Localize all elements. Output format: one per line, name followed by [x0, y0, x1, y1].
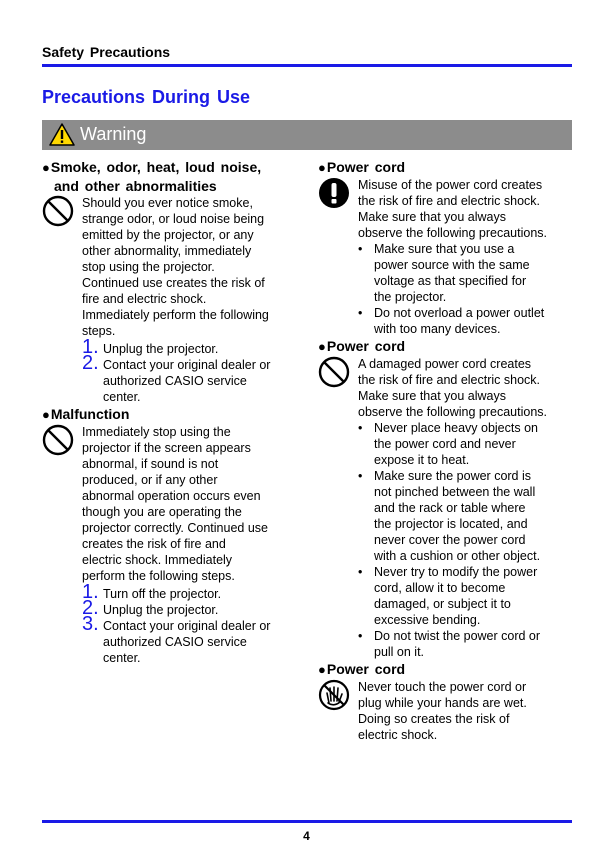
bullet-text: power source with the same [374, 258, 530, 272]
section-title-text: Malfunction [50, 406, 130, 422]
section-title [318, 158, 568, 177]
text-line: though you are operating the [82, 505, 242, 519]
section-title [318, 337, 568, 356]
bullet-dot-icon: ● [42, 407, 50, 422]
step-text: authorized CASIO service [103, 374, 247, 388]
section-title-text: and other abnormalities [54, 178, 217, 194]
text-line: fire and electric shock. [82, 292, 207, 306]
section-title-text: Power cord [326, 661, 406, 677]
text-line: A damaged power cord creates [358, 357, 532, 371]
text-line: electric shock. Immediately [82, 553, 233, 567]
bullet-icon: • [358, 242, 363, 256]
bullet-dot-icon: ● [318, 339, 326, 354]
section-title [42, 158, 292, 195]
bullet-icon: • [358, 306, 363, 320]
prohibited-icon [318, 356, 350, 392]
step-text: Turn off the projector. [103, 587, 222, 601]
step-text: Unplug the projector. [103, 603, 219, 617]
prohibited-icon [42, 424, 74, 460]
bullet-text: cord, allow it to become [374, 581, 506, 595]
section-title-text: Smoke, odor, heat, loud noise, [50, 159, 262, 175]
bullet-text: expose it to heat. [374, 453, 470, 467]
mandatory-exclamation-icon [318, 177, 350, 213]
text-line: the risk of fire and electric shock. [358, 194, 541, 208]
step-item [82, 352, 292, 405]
bullet-dot-icon: ● [318, 662, 326, 677]
text-line: perform the following steps. [82, 569, 235, 583]
text-line: electric shock. [358, 728, 438, 742]
bullet-item [358, 420, 568, 468]
precaution-section [318, 337, 568, 660]
text-line: abnormal, if sound is not [82, 457, 219, 471]
bullet-item [358, 628, 568, 660]
step-item [82, 613, 292, 666]
bullet-text: excessive bending. [374, 613, 481, 627]
bullet-text: the power cord and never [374, 437, 516, 451]
section-text [82, 424, 292, 584]
step-number: 3. [82, 613, 99, 635]
section-body [42, 195, 292, 405]
warning-bar [42, 120, 572, 150]
text-line: emitted by the projector, or any [82, 228, 254, 242]
section-text [358, 356, 568, 420]
text-line: produced, or if any other [82, 473, 218, 487]
text-line: projector correctly. Continued use [82, 521, 268, 535]
bullet-text: Do not overload a power outlet [374, 306, 545, 320]
no-wet-hands-icon [318, 679, 350, 715]
text-line: steps. [82, 324, 116, 338]
left-column [42, 158, 292, 666]
bullet-text: Never place heavy objects on [374, 421, 538, 435]
bullet-dot-icon: ● [42, 160, 50, 175]
text-line: other abnormality, immediately [82, 244, 252, 258]
text-line: the risk of fire and electric shock. [358, 373, 541, 387]
section-body [318, 679, 568, 743]
bullet-text: and the rack or table where [374, 501, 526, 515]
section-body [42, 424, 292, 666]
warning-label: Warning [80, 124, 147, 144]
bullet-text: voltage as that specified for [374, 274, 527, 288]
step-text: authorized CASIO service [103, 635, 247, 649]
bullet-dot-icon: ● [318, 160, 326, 175]
bullet-icon: • [358, 421, 363, 435]
text-line: Doing so creates the risk of [358, 712, 510, 726]
step-text: Contact your original dealer or [103, 358, 271, 372]
section-text [358, 177, 568, 241]
section-title [42, 405, 292, 424]
bullet-item [358, 468, 568, 564]
text-line: Immediately perform the following [82, 308, 269, 322]
bullet-text: Do not twist the power cord or [374, 629, 541, 643]
step-text: center. [103, 651, 141, 665]
precaution-section [42, 405, 292, 666]
bullet-icon: • [358, 565, 363, 579]
bullet-text: never cover the power cord [374, 533, 526, 547]
text-line: strange odor, or loud noise being [82, 212, 265, 226]
text-line: plug while your hands are wet. [358, 696, 527, 710]
step-text: center. [103, 390, 141, 404]
text-line: Misuse of the power cord creates [358, 178, 543, 192]
bullet-text: Make sure the power cord is [374, 469, 532, 483]
text-line: stop using the projector. [82, 260, 215, 274]
text-line: Make sure that you always [358, 389, 506, 403]
bullet-text: pull on it. [374, 645, 425, 659]
right-column [318, 158, 568, 743]
page-number: 4 [303, 829, 310, 843]
precaution-section [318, 660, 568, 743]
step-item [82, 581, 292, 603]
step-text: Unplug the projector. [103, 342, 219, 356]
step-number: 1. [82, 581, 99, 603]
bullet-text: Make sure that you use a [374, 242, 515, 256]
text-line: creates the risk of fire and [82, 537, 226, 551]
step-number: 2. [82, 597, 99, 619]
section-body [318, 356, 568, 660]
text-line: projector if the screen appears [82, 441, 251, 455]
bullet-item [358, 564, 568, 628]
step-number: 1. [82, 336, 99, 358]
bullet-text: the projector is located, and [374, 517, 528, 531]
text-line: Make sure that you always [358, 210, 506, 224]
page-heading: Precautions During Use [42, 87, 251, 107]
text-line: observe the following precautions. [358, 405, 548, 419]
text-line: Never touch the power cord or [358, 680, 527, 694]
step-item [82, 336, 292, 358]
bullet-text: with a cushion or other object. [374, 549, 541, 563]
prohibited-icon [42, 195, 74, 231]
bullet-text: not pinched between the wall [374, 485, 536, 499]
header-rule [42, 64, 572, 67]
section-title-text: Power cord [326, 338, 406, 354]
bullet-text: with too many devices. [374, 322, 501, 336]
bullet-list [358, 420, 568, 660]
text-line: Continued use creates the risk of [82, 276, 265, 290]
bullet-item [358, 305, 568, 337]
steps-list [82, 336, 292, 405]
bullet-text: the projector. [374, 290, 447, 304]
bullet-list [358, 241, 568, 337]
bullet-icon: • [358, 469, 363, 483]
steps-list [82, 581, 292, 666]
text-line: abnormal operation occurs even [82, 489, 261, 503]
text-line: Should you ever notice smoke, [82, 196, 253, 210]
bullet-icon: • [358, 629, 363, 643]
bullet-text: Never try to modify the power [374, 565, 538, 579]
step-text: Contact your original dealer or [103, 619, 271, 633]
section-title [318, 660, 568, 679]
text-line: observe the following precautions. [358, 226, 548, 240]
step-number: 2. [82, 352, 99, 374]
precaution-section [318, 158, 568, 337]
footer-rule [42, 820, 572, 823]
text-line: Immediately stop using the [82, 425, 231, 439]
section-text [358, 679, 568, 743]
section-text [82, 195, 292, 339]
warning-triangle-icon [49, 123, 75, 151]
step-item [82, 597, 292, 619]
bullet-text: damaged, or subject it to [374, 597, 511, 611]
header-title: Safety Precautions [42, 44, 171, 60]
precaution-section [42, 158, 292, 405]
section-title-text: Power cord [326, 159, 406, 175]
bullet-item [358, 241, 568, 305]
section-body [318, 177, 568, 337]
